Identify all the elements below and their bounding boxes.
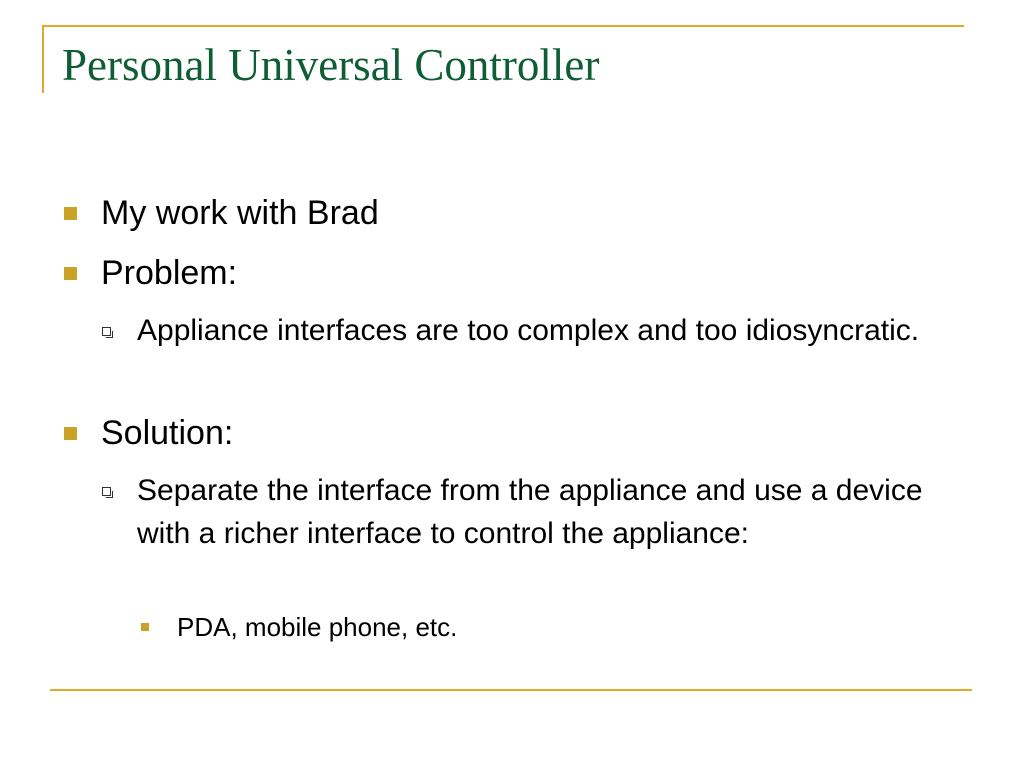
filled-square-bullet-icon	[64, 427, 77, 440]
hollow-square-bullet-icon	[102, 487, 111, 496]
bullet-text: Appliance interfaces are too complex and too idiosyncratic.	[137, 314, 920, 347]
bullet-text: PDA, mobile phone, etc.	[177, 612, 458, 642]
sub-bullet-solution-detail	[102, 469, 962, 555]
bullet-text: My work with Brad	[101, 194, 379, 232]
top-accent-rule	[42, 25, 964, 27]
sub-sub-bullet-devices	[141, 610, 961, 644]
sub-bullet-problem-detail	[102, 309, 962, 352]
bottom-accent-rule	[50, 689, 972, 691]
filled-square-bullet-icon	[64, 267, 77, 280]
bullet-text: Problem:	[101, 254, 238, 292]
left-accent-rule	[42, 25, 44, 93]
hollow-square-bullet-icon	[102, 327, 111, 336]
small-filled-square-bullet-icon	[141, 623, 149, 631]
bullet-text: Solution:	[101, 414, 234, 452]
bullet-text: Separate the interface from the appliance and use a device with a richer interface to control the appliance:	[137, 474, 923, 550]
slide-title: Personal Universal Controller	[62, 40, 600, 90]
filled-square-bullet-icon	[64, 207, 77, 220]
